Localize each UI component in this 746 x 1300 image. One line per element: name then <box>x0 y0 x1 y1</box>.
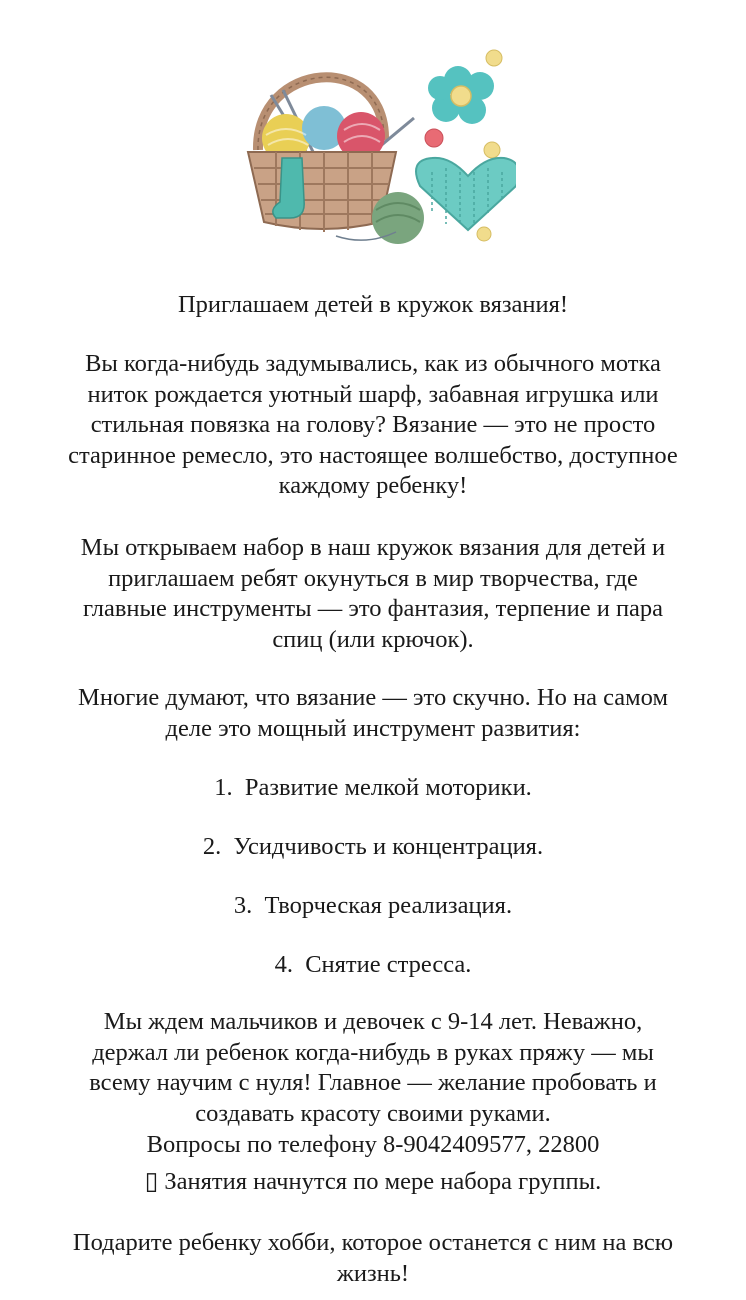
button-icon <box>486 50 502 66</box>
page-title: Приглашаем детей в кружок вязания! <box>177 291 569 318</box>
text-line: деле это мощный инструмент развития: <box>165 714 581 742</box>
list-text: Творческая реализация. <box>264 892 513 919</box>
knitting-basket-icon <box>236 40 516 255</box>
text-line: Многие думают, что вязание — это скучно. Но на самом <box>78 684 668 711</box>
text-line: приглашаем ребят окунуться в мир творчества, где <box>108 564 638 592</box>
schedule-text: Занятия начнутся по мере набора группы. <box>164 1168 602 1195</box>
list-text: Снятие стресса. <box>305 951 472 978</box>
list-number: 4. <box>274 951 293 978</box>
missing-glyph-icon: ▯ <box>144 1168 159 1195</box>
text-line: спиц (или крючок). <box>272 625 474 653</box>
text-line: Мы ждем мальчиков и девочек с 9-14 лет. Неважно, <box>103 1008 643 1035</box>
knitting-illustration <box>236 40 516 255</box>
list-item <box>0 832 746 863</box>
schedule-line <box>0 1167 746 1198</box>
list-number: 1. <box>214 774 233 801</box>
list-number: 2. <box>202 833 222 860</box>
text-line: главные инструменты — это фантазия, терпение и пара <box>82 595 664 623</box>
text-line: Подарите ребенку хобби, которое останется с ним на всю <box>72 1229 674 1256</box>
text-line: держал ли ребенок когда-нибудь в руках пряжу — мы <box>92 1038 654 1066</box>
text-line: жизнь! <box>336 1259 410 1287</box>
list-item <box>0 773 746 804</box>
text-line: стильная повязка на голову? Вязание — это не просто <box>90 411 656 439</box>
closing-paragraph <box>0 1228 746 1289</box>
paragraph-age-info <box>0 1007 746 1129</box>
list-number: 3. <box>233 892 253 919</box>
text-line: Вы когда-нибудь задумывались, как из обычного мотка <box>85 350 661 377</box>
list-item <box>0 950 746 981</box>
paragraph-enrollment <box>0 533 746 655</box>
knitted-heart-icon <box>416 158 516 230</box>
flower-button-icon <box>428 66 494 124</box>
list-text: Развитие мелкой моторики. <box>244 774 532 801</box>
text-line: каждому ребенку! <box>278 472 468 500</box>
text-line: ниток рождается уютный шарф, забавная игрушка или <box>87 380 659 408</box>
list-item <box>0 891 746 922</box>
list-text: Усидчивость и концентрация. <box>233 833 544 860</box>
text-line: создавать красоту своими руками. <box>195 1099 551 1127</box>
paragraph-intro <box>0 349 746 502</box>
text-line: старинное ремесло, это настоящее волшебство, доступное <box>68 441 678 469</box>
phone-line: Вопросы по телефону 8-9042409577, 22800 <box>146 1131 600 1158</box>
text-line: всему научим с нуля! Главное — желание пробовать и <box>89 1069 657 1097</box>
text-line: Мы открываем набор в наш кружок вязания для детей и <box>80 534 666 561</box>
paragraph-benefits-intro <box>0 683 746 744</box>
